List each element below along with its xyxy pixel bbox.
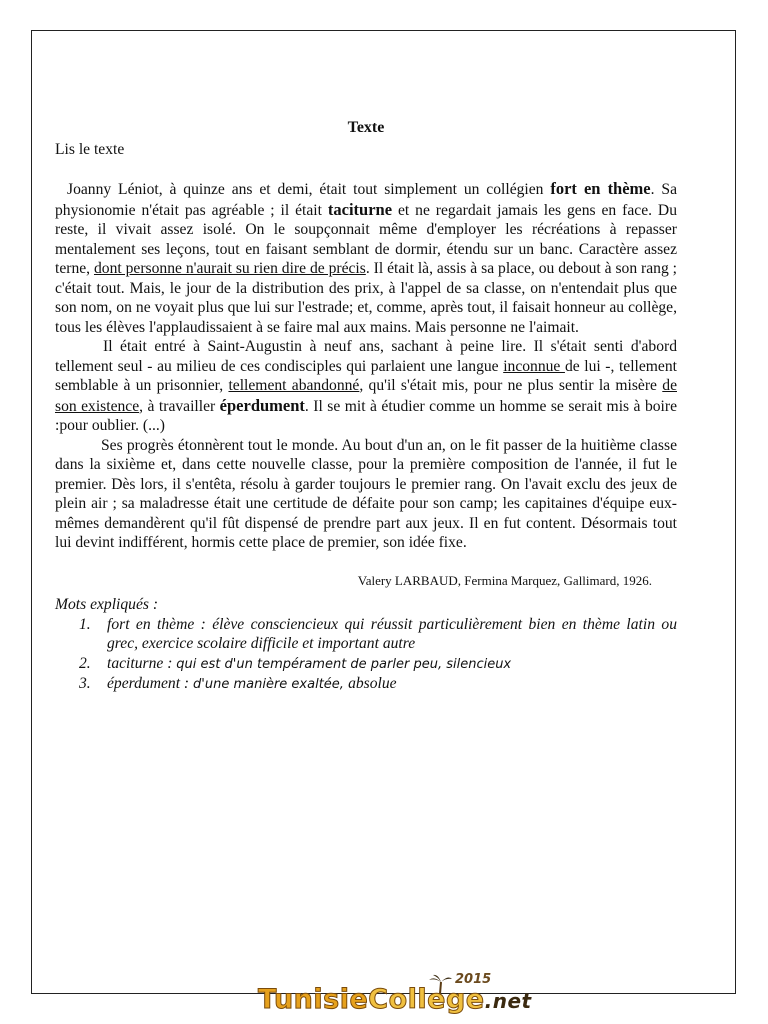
term-taciturne: taciturne: [327, 199, 393, 219]
logo-suffix: .net: [484, 989, 532, 1013]
p1-text-2: . Sa physionomie n'était pas agréable ; il était: [55, 181, 677, 219]
p2-text-1: Il était entré à Saint-Augustin à neuf ans, sachant à peine lire. Il s'était senti d'abord tellement seul - au milieu de ces condisciples qui parlaient une langue: [55, 338, 677, 375]
underlined-abandonne: tellement abandonné: [228, 377, 360, 394]
logo-word-college: College: [368, 984, 485, 1015]
document-body: [55, 118, 677, 695]
glossary-item: [79, 615, 677, 654]
glossary-term: éperdument :: [107, 675, 194, 692]
logo-year: 2015: [455, 972, 492, 987]
text-title: Texte: [347, 119, 385, 136]
logo-word-tunisie: Tunisie: [258, 984, 369, 1015]
glossary-number: 2.: [79, 654, 91, 672]
term-eperdument: éperdument: [219, 395, 305, 415]
glossary-number: 1.: [79, 615, 91, 633]
underlined-inconnue: inconnue: [503, 357, 565, 375]
p2-text-2: de lui -, tellement semblable à un prisonnier,: [55, 357, 677, 394]
paragraph-3: Ses progrès étonnèrent tout le monde. Au bout d'un an, on le fit passer de la huitième classe dans la sixième et, dans cette nouvelle classe, pour la première composition de l'année, il fut le premier. Dès lors, il s'entêta, résolu à garder toujours le premier rang. On l'avait exclu des jeux de plein air ; sa maladresse était une certitude de défaite pour son camp; les capitaines d'équipe eux-mêmes demandèrent qu'il fût dispensé de prendre part aux jeux. Il en fut content. Désormais tout lui devint indifférent, hormis cette place de premier, son idée fixe.: [55, 436, 677, 551]
glossary-item: [79, 654, 677, 675]
p1-text-4: . Il était là, assis à sa place, ou debout à son rang ; c'était tout. Mais, le jour de la distribution des prix, à l'appel de sa classe, on n'entendait plus que son nom, on ne voyait plus que lui sur l'estrade; et, comme, après tout, il faisait honneur au collège, tous les élèves l'applaudissaient à se faire mal aux mains. Mais personne ne l'aimait.: [55, 260, 677, 336]
glossary-title: Mots expliqués :: [55, 596, 159, 613]
p2-text-3: , qu'il s'était mis, pour ne plus sentir la misère: [359, 377, 663, 394]
instruction: Lis le texte: [55, 140, 125, 158]
glossary-text: fort en thème : élève consciencieux qui réussit particulièrement bien en thème latin ou grec, exercice scolaire difficile et important autre: [107, 615, 677, 652]
glossary-item: [79, 674, 677, 695]
p2-text-4: , à travailler: [139, 397, 220, 415]
glossary-definition: d'une manière exaltée,: [193, 677, 349, 692]
underlined-existence: de son existence: [55, 377, 677, 415]
p1-text-3: et ne regardait jamais les gens en face. Du reste, il vivait assez isolé. On le soupçonnait même d'employer les récréations à repasser mentalement ses leçons, tout en faisant semblant de dormir, étendu sur un banc. Caractère assez terne,: [55, 201, 677, 277]
underlined-phrase-1: dont personne n'aurait su rien dire de précis: [93, 260, 366, 277]
logo-wordmark: [258, 984, 532, 1015]
p2-text-5: . Il se mit à étudier comme un homme se serait mis à boire :pour oublier. (...): [55, 397, 677, 434]
term-fort-en-theme: fort en thème: [550, 179, 651, 198]
p1-text-1: Joanny Léniot, à quinze ans et demi, était tout simplement un collégien: [67, 181, 551, 198]
glossary-term: taciturne :: [107, 654, 177, 672]
tunisiecollege-logo: [258, 972, 532, 1020]
glossary-definition: qui est d'un tempérament de parler peu, silencieux: [176, 656, 512, 672]
glossary-definition-tail: absolue: [348, 675, 397, 692]
glossary-list: [55, 615, 677, 695]
glossary-number: 3.: [79, 675, 91, 692]
paragraph-1: [55, 179, 677, 337]
source-citation: Valery LARBAUD, Fermina Marquez, Gallimard, 1926.: [357, 572, 652, 588]
paragraph-2: [55, 337, 677, 436]
